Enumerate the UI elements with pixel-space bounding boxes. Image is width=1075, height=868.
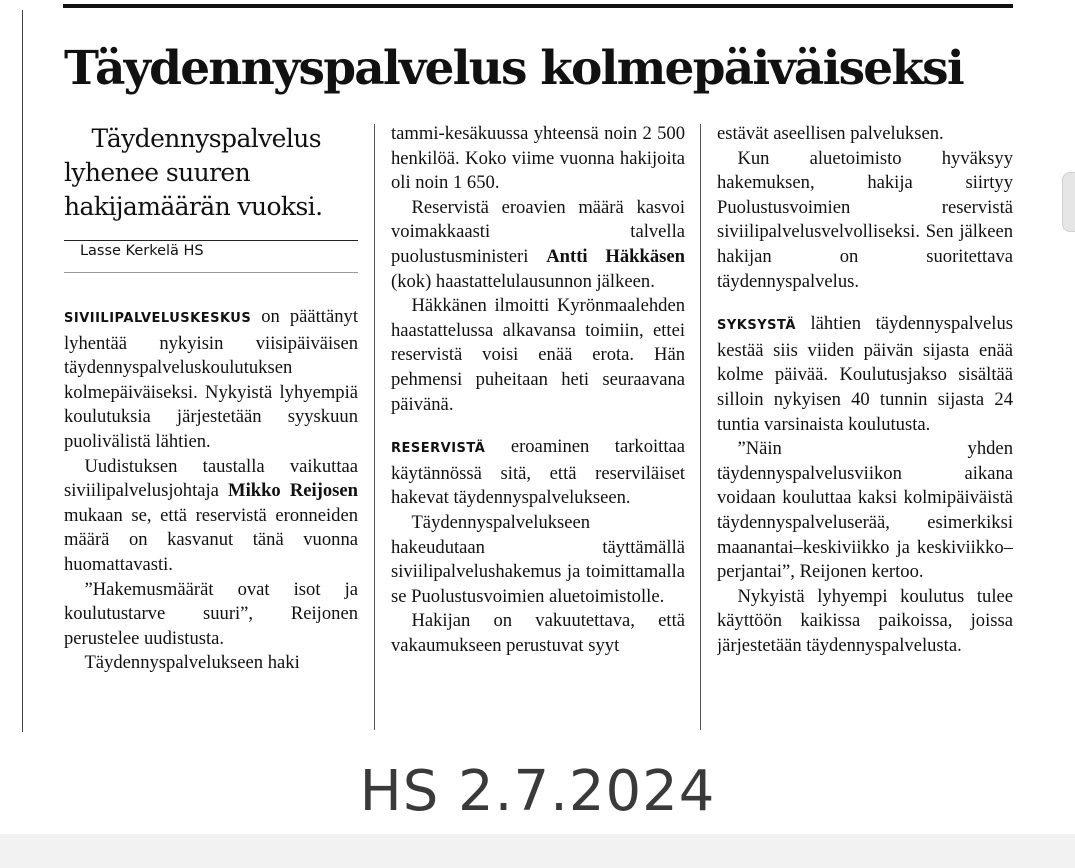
- article-column-2: [391, 122, 685, 742]
- section-gap: [717, 294, 1013, 312]
- paragraph: [64, 455, 358, 578]
- article-column-1: [64, 122, 358, 742]
- article-column-3: [717, 122, 1013, 742]
- byline-divider: [64, 272, 358, 273]
- paragraph: Täydennyspalvelukseen haki: [84, 652, 300, 674]
- headline: Täydennyspalvelus kolmepäiväiseksi: [64, 41, 963, 96]
- paragraph: ”Näin yhden täydennyspalvelusviikon aikana voidaan kouluttaa kaksi kolmipäiväistä täydennyspalveluserää, esimerkiksi maanantai–keskiviikko ja keskiviikko–perjantai”, Reijonen kertoo.: [717, 438, 1013, 583]
- paragraph: [64, 305, 358, 455]
- paragraph-text: on päättänyt lyhentää nykyisin viisipäiväisen täydennyspalveluskoulutuksen kolmepäiväiseksi. Nykyistä lyhyempiä koulutuksia järjestetään syyskuun puolivälistä lähtien.: [64, 306, 358, 452]
- column-divider: [700, 124, 701, 730]
- paragraph: estävät aseellisen palveluksen.: [717, 123, 944, 144]
- column-divider: [374, 124, 375, 730]
- paragraph: Täydennyspalvelukseen hakeudutaan täyttämällä siviilipalvelushakemus ja toimittamalla se Puolustusvoimien aluetoimistolle.: [391, 511, 685, 607]
- kicker: RESERVISTÄ: [391, 441, 486, 457]
- paragraph: Nykyistä lyhyempi koulutus tulee käyttöön kaikissa paikoissa, joissa järjestetään täydennyspalvelusta.: [717, 585, 1013, 656]
- paragraph-text: Uudistuksen taustalla vaikuttaa siviilipalvelusjohtaja: [64, 455, 358, 502]
- paragraph: Hakijan on vakuutettava, että vakaumukseen perustuvat syyt: [391, 610, 685, 656]
- paragraph: [391, 435, 685, 511]
- lead-text: Täydennyspalvelus lyhenee suuren hakijamäärän vuoksi.: [64, 124, 323, 221]
- scroll-handle[interactable]: [1062, 172, 1075, 232]
- paragraph-text: Reservistä eroavien määrä kasvoi voimakkaasti talvella puolustusministeri: [391, 196, 685, 267]
- paragraph: tammi-kesäkuussa yhteensä noin 2 500 henkilöä. Koko viime vuonna hakijoita oli noin 1 650.: [391, 123, 685, 194]
- source-date-caption: HS 2.7.2024: [359, 759, 716, 824]
- paragraph-text: eroaminen tarkoittaa käytännössä sitä, että reserviläiset hakevat täydennyspalvelukseen.: [391, 436, 685, 509]
- kicker: SYKSYSTÄ: [717, 318, 796, 334]
- paragraph: Kun aluetoimisto hyväksyy hakemuksen, hakija siirtyy Puolustusvoimien reservistä siviilipalvelusvelvolliseksi. Sen jälkeen hakijan on suoritettava täydennyspalvelus.: [717, 147, 1013, 292]
- person-name: Antti Häkkäsen: [546, 245, 685, 267]
- paragraph-text: (kok) haastattelulausunnon jälkeen.: [391, 270, 655, 292]
- top-rule: [63, 4, 1013, 8]
- paragraph: [391, 196, 685, 294]
- page-edge-line: [22, 10, 23, 732]
- paragraph-text: mukaan se, että reservistä eronneiden määrä on kasvanut tänä vuonna huomattavasti.: [64, 504, 358, 575]
- kicker: SIVIILIPALVELUSKESKUS: [64, 311, 252, 326]
- paragraph-text: lähtien täydennyspalvelus kestää siis viiden päivän sijasta enää kolme päivää. Koulutusjakso sisältää silloin nykyisen 40 tunnin sijasta 24 tuntia varsinaista koulutusta.: [717, 313, 1013, 435]
- byline: Lasse Kerkelä HS: [79, 243, 204, 259]
- person-name: Mikko Reijosen: [228, 480, 358, 502]
- footer-band: [0, 834, 1075, 868]
- paragraph: Häkkänen ilmoitti Kyrönmaalehden haastattelussa alkavansa toimiin, ettei reservistä voisi enää erota. Hän pehmensi puheitaan heti seuraavana päivänä.: [391, 295, 685, 415]
- section-gap: [391, 417, 685, 435]
- paragraph: [717, 312, 1013, 437]
- paragraph: ”Hakemusmäärät ovat isot ja koulutustarve suuri”, Reijonen perustelee uudistusta.: [64, 578, 358, 649]
